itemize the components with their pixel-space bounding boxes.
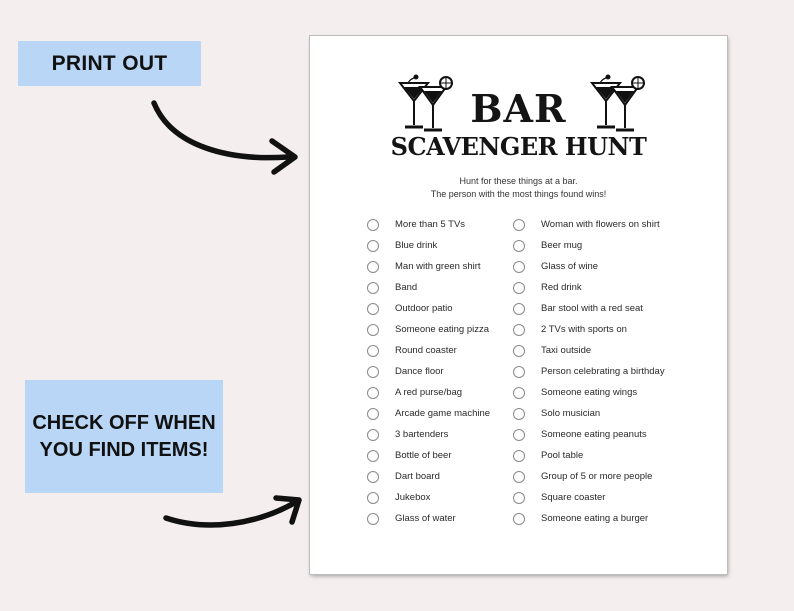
checkbox-circle[interactable] <box>513 450 525 462</box>
checkbox-circle[interactable] <box>513 303 525 315</box>
checkbox-circle[interactable] <box>367 513 379 525</box>
checkbox-circle[interactable] <box>513 492 525 504</box>
checklist-item <box>367 445 490 466</box>
checkbox-circle[interactable] <box>367 492 379 504</box>
checklist-item <box>513 235 665 256</box>
checklist-item-label: Outdoor patio <box>395 303 453 314</box>
checklist-item <box>513 256 665 277</box>
checklist-item <box>513 424 665 445</box>
checkbox-circle[interactable] <box>367 471 379 483</box>
check-off-callout: CHECK OFF WHEN YOU FIND ITEMS! <box>25 380 223 493</box>
checkbox-circle[interactable] <box>513 471 525 483</box>
checklist-item-label: 2 TVs with sports on <box>541 324 627 335</box>
checklist-item <box>367 361 490 382</box>
checklist-item-label: Glass of water <box>395 513 456 524</box>
checkbox-circle[interactable] <box>513 387 525 399</box>
checkbox-circle[interactable] <box>513 345 525 357</box>
instructions <box>310 175 727 201</box>
print-out-callout: PRINT OUT <box>18 41 201 86</box>
checklist-item-label: Glass of wine <box>541 261 599 272</box>
checklist-item-label: More than 5 TVs <box>395 219 466 230</box>
checklist-item <box>367 403 490 424</box>
checkbox-circle[interactable] <box>367 324 379 336</box>
checklist-item <box>513 445 665 466</box>
scavenger-hunt-sheet <box>310 36 727 574</box>
checkbox-circle[interactable] <box>367 303 379 315</box>
checkbox-circle[interactable] <box>367 450 379 462</box>
checklist-item <box>513 382 665 403</box>
checklist-item <box>367 382 490 403</box>
checklist-item-label: Someone eating pizza <box>395 324 490 335</box>
checklist-item-label: Bottle of beer <box>395 450 452 461</box>
checklist-item <box>367 277 490 298</box>
checkbox-circle[interactable] <box>367 282 379 294</box>
checkbox-circle[interactable] <box>367 219 379 231</box>
checklist-item-label: 3 bartenders <box>395 429 449 440</box>
checklist-item <box>367 256 490 277</box>
checklist-item <box>513 298 665 319</box>
left-checklist <box>367 214 490 529</box>
checklist-item-label: Red drink <box>541 282 582 293</box>
checklist-item-label: Someone eating wings <box>541 387 638 398</box>
checklist-item <box>367 235 490 256</box>
checklist-item <box>367 424 490 445</box>
checklist-item-label: Solo musician <box>541 408 601 419</box>
checkbox-circle[interactable] <box>367 261 379 273</box>
checklist-item-label: Woman with flowers on shirt <box>541 219 660 230</box>
checklist-item-label: Dart board <box>395 471 440 482</box>
checklist-item <box>513 508 665 529</box>
checkbox-circle[interactable] <box>513 408 525 420</box>
checklist-item-label: Someone eating peanuts <box>541 429 647 440</box>
checkbox-circle[interactable] <box>513 282 525 294</box>
instruction-line: Hunt for these things at a bar. <box>459 176 578 186</box>
checklist-item-label: Man with green shirt <box>395 261 481 272</box>
checklist-item <box>367 508 490 529</box>
checklist-item <box>513 319 665 340</box>
checkbox-circle[interactable] <box>513 513 525 525</box>
checklist-item-label: Someone eating a burger <box>541 513 649 524</box>
checklist-item-label: Arcade game machine <box>395 408 491 419</box>
checkbox-circle[interactable] <box>513 219 525 231</box>
checkbox-circle[interactable] <box>367 240 379 252</box>
checkbox-circle[interactable] <box>367 429 379 441</box>
checkbox-circle[interactable] <box>367 345 379 357</box>
checklist-item-label: Bar stool with a red seat <box>541 303 643 314</box>
checkbox-circle[interactable] <box>513 366 525 378</box>
checklist-item-label: Pool table <box>541 450 584 461</box>
right-checklist <box>513 214 665 529</box>
sheet-title: BAR <box>470 86 567 131</box>
checklist-item <box>513 466 665 487</box>
checklist-item <box>367 319 490 340</box>
checklist-item <box>513 340 665 361</box>
checklist-item <box>513 361 665 382</box>
checkbox-circle[interactable] <box>513 324 525 336</box>
checklist-item-label: Taxi outside <box>541 345 592 356</box>
checklist-item-label: Person celebrating a birthday <box>541 366 665 377</box>
checklist-item <box>513 277 665 298</box>
instruction-line: The person with the most things found wins! <box>430 189 607 199</box>
checklist-item <box>367 298 490 319</box>
curved-arrow-icon <box>158 488 308 538</box>
checkbox-circle[interactable] <box>367 366 379 378</box>
sheet-subtitle: SCAVENGER HUNT <box>390 132 647 161</box>
checkbox-circle[interactable] <box>513 261 525 273</box>
checklist-item-label: Round coaster <box>395 345 457 356</box>
checklist-item-label: Jukebox <box>395 492 431 503</box>
checklist-item <box>513 214 665 235</box>
checklist-item-label: Group of 5 or more people <box>541 471 653 482</box>
checklist-item-label: Square coaster <box>541 492 606 503</box>
checklist-item <box>513 403 665 424</box>
checkbox-circle[interactable] <box>367 387 379 399</box>
checklist-item <box>513 487 665 508</box>
checklist-item <box>367 214 490 235</box>
checkbox-circle[interactable] <box>513 240 525 252</box>
checklist-item-label: A red purse/bag <box>395 387 463 398</box>
checklist-item-label: Beer mug <box>541 240 583 251</box>
curved-arrow-icon <box>140 95 310 180</box>
checklist-item <box>367 487 490 508</box>
checklist-item-label: Band <box>395 282 418 293</box>
checklist-item-label: Dance floor <box>395 366 444 377</box>
checklist-item <box>367 340 490 361</box>
checkbox-circle[interactable] <box>367 408 379 420</box>
checkbox-circle[interactable] <box>513 429 525 441</box>
checklist-item <box>367 466 490 487</box>
checklist-item-label: Blue drink <box>395 240 438 251</box>
